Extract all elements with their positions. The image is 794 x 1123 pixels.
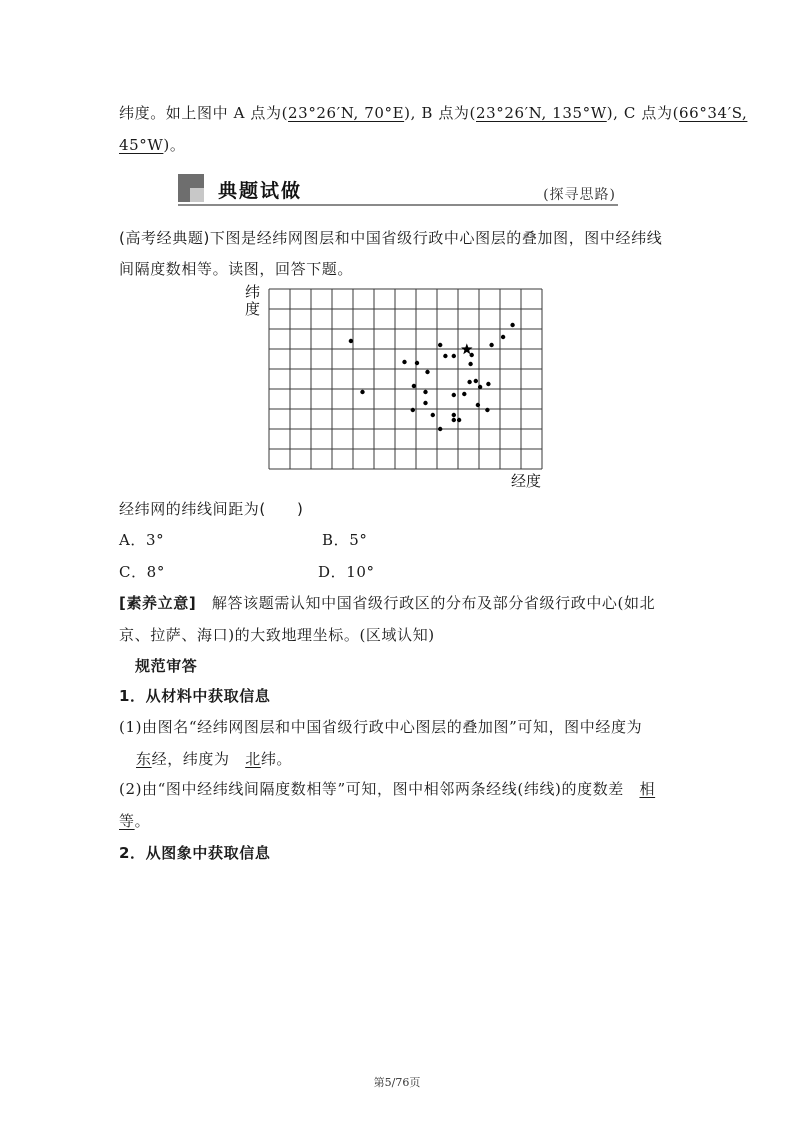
star-icon (461, 343, 472, 354)
point-c-coords-part2: 45°W (119, 136, 164, 154)
step-1-item-1-text: 经，纬度为 (151, 750, 246, 768)
capital-dot (431, 413, 435, 417)
step-1-item-1-line-2 (136, 749, 292, 769)
capital-dot (402, 360, 406, 364)
capital-dot (438, 343, 442, 347)
step-1-item-2-text: (2)由“图中经纬线间隔度数相等”可知，图中相邻两条经线(纬线)的度数差 (119, 780, 640, 798)
step-1-item-1-line-1 (119, 717, 642, 737)
point-a-coords: 23°26′N, 70°E (288, 104, 405, 122)
question-stem-line-2 (119, 259, 353, 279)
y-axis-label-char: 纬 (245, 283, 261, 301)
step-1-item-2-line-2 (119, 811, 150, 831)
step-1-item-1-text: (1)由图名“经纬网图层和中国省级行政中心图层的叠加图”可知，图中经度为 (119, 718, 643, 736)
question-stem-text: 下图是经纬网图层和中国省级行政中心图层的叠加图，图中经纬线 (209, 229, 663, 247)
capital-dot (510, 323, 514, 327)
y-axis-label-char: 度 (245, 300, 261, 318)
step-1-item-2-text: 。 (134, 812, 151, 830)
capital-dot (349, 339, 353, 343)
capital-dot (452, 418, 456, 422)
intro-text: ), B 点为( (404, 104, 476, 122)
section-title: 典题试做 (218, 180, 303, 202)
x-axis-label: 经度 (511, 472, 542, 490)
option-c[interactable]: C．8° (119, 563, 165, 581)
capital-dot (486, 382, 490, 386)
capital-dot (438, 427, 442, 431)
option-a[interactable]: A．3° (119, 531, 165, 549)
blank-answer-east: 东 (136, 750, 152, 768)
literacy-tag: [素养立意] (119, 594, 197, 612)
step-1-item-2-line-1 (119, 779, 655, 799)
capital-dot (476, 403, 480, 407)
capital-dot (423, 401, 427, 405)
capital-dot (412, 384, 416, 388)
literacy-line-2 (119, 625, 435, 645)
capital-dot (485, 408, 489, 412)
section-header (178, 174, 618, 206)
capital-dot (411, 408, 415, 412)
capital-dot (452, 393, 456, 397)
question-stem-text: 间隔度数相等。读图，回答下题。 (119, 260, 354, 278)
capital-dot (452, 354, 456, 358)
point-b-coords: 23°26′N, 135°W (476, 104, 607, 122)
square-block-icon (178, 174, 204, 202)
intro-line-1 (119, 103, 747, 123)
question-prompt (119, 499, 304, 519)
capital-dot (425, 370, 429, 374)
lat-lon-grid-figure (245, 284, 545, 494)
capital-dot (423, 390, 427, 394)
capital-dot (478, 385, 482, 389)
capital-dot (468, 362, 472, 366)
option-d[interactable]: D．10° (318, 563, 375, 581)
intro-text: )。 (163, 136, 186, 154)
capital-dot (360, 390, 364, 394)
capital-dot (443, 354, 447, 358)
blank-answer-equal-part2: 等 (119, 812, 135, 830)
capital-dot (467, 380, 471, 384)
intro-line-2 (119, 135, 185, 155)
capital-dot (452, 413, 456, 417)
capital-dot (462, 392, 466, 396)
blank-answer-equal-part1: 相 (639, 780, 656, 798)
answer-guide-heading: 规范审答 (135, 657, 198, 675)
capital-dot (501, 335, 505, 339)
step-1-item-1-text: 纬。 (260, 750, 293, 768)
step-1-title: 1．从材料中获取信息 (119, 687, 271, 705)
capital-dot (470, 353, 474, 357)
question-source-tag: (高考经典题) (119, 229, 210, 247)
capital-dot (489, 343, 493, 347)
capital-dot (474, 379, 478, 383)
capital-dot (415, 361, 419, 365)
point-c-coords-part1: 66°34′S, (679, 104, 748, 122)
intro-text: 纬度。如上图中 A 点为( (119, 104, 289, 122)
question-stem-line-1 (119, 228, 662, 248)
option-b[interactable]: B．5° (322, 531, 368, 549)
question-prompt-text: 经纬网的纬线间距为( ) (119, 500, 304, 518)
literacy-text: 京、拉萨、海口)的大致地理坐标。(区域认知) (119, 626, 435, 644)
intro-text: ), C 点为( (606, 104, 680, 122)
step-2-title: 2．从图象中获取信息 (119, 844, 271, 862)
literacy-text: 解答该题需认知中国省级行政区的分布及部分省级行政中心(如北 (196, 594, 656, 612)
blank-answer-north: 北 (245, 750, 261, 768)
section-subtitle: (探寻思路) (543, 187, 616, 203)
grid-plot (245, 284, 545, 474)
literacy-line-1 (119, 593, 655, 613)
page-indicator: 第5/76页 (373, 1076, 421, 1089)
capital-dot (457, 418, 461, 422)
